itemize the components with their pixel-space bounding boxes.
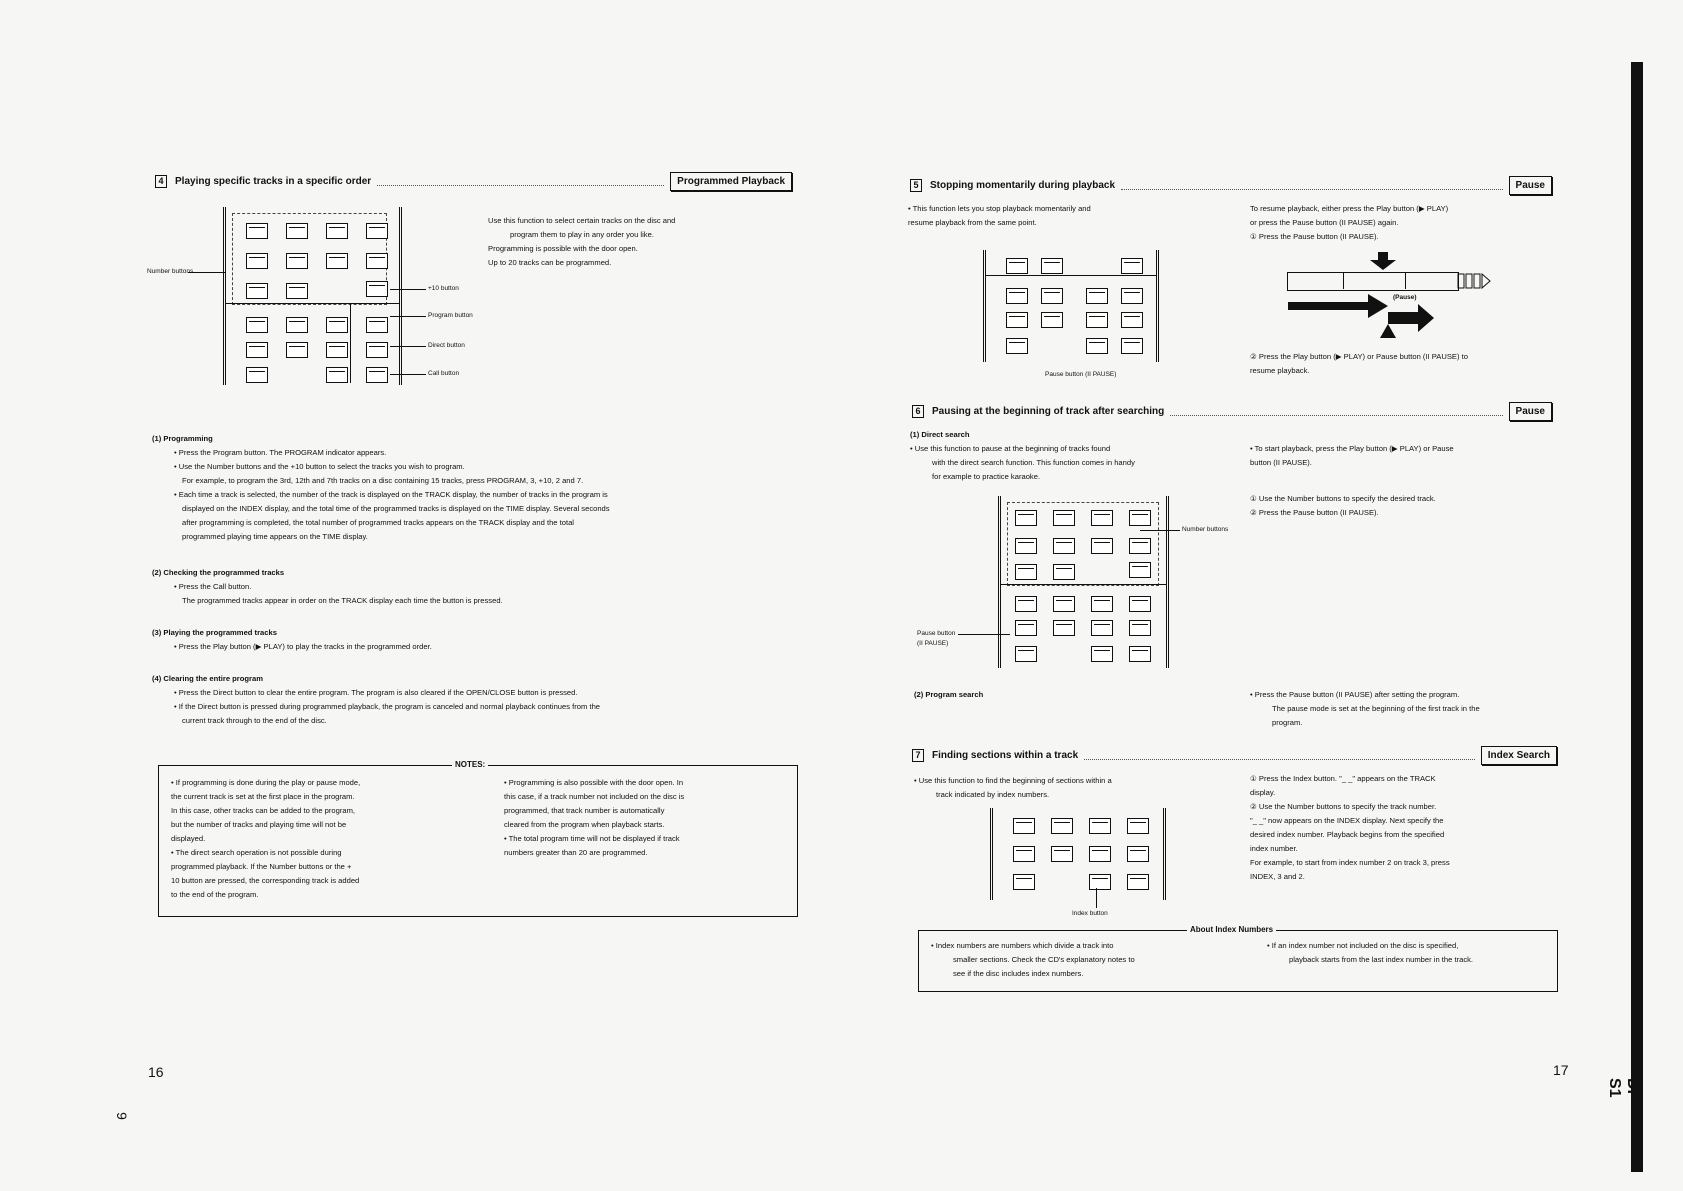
- index-button-label: Index button: [1072, 910, 1108, 917]
- pause-arrows: [1288, 250, 1508, 340]
- section5-intro: • This function lets you stop playback momentarily and resume playback from the same point.: [908, 204, 1091, 227]
- number-key: [246, 223, 268, 239]
- remote-diagram-direct: [998, 496, 1169, 668]
- section6-right: • To start playback, press the Play button (▶ PLAY) or Pause button (II PAUSE).: [1250, 444, 1454, 467]
- program-search-heading: (2) Program search: [914, 690, 984, 699]
- program-search-block: • Press the Pause button (II PAUSE) after setting the program. The pause mode is set at the beginning of the first track in the program.: [1250, 690, 1480, 727]
- section4-bullets: Use this function to select certain tracks on the disc and program them to play in any order you like. Programming is possible with the door open. Up to 20 tracks can be programmed.: [488, 216, 676, 267]
- number-key: [366, 253, 388, 269]
- notes-title: NOTES:: [452, 760, 488, 769]
- section7-steps: ① Press the Index button. "_ _" appears on the TRACK display. ② Use the Number buttons to specify the track number. "_ _" now appears on the INDEX display. Next specify the desired index number. Playback begins from the specified index number. For example, to start from index number 2 on track 3, press INDEX, 3 and 2.: [1250, 774, 1450, 881]
- number-buttons-label: Number buttons: [147, 268, 194, 275]
- pause-button-label-right2: (II PAUSE): [917, 640, 949, 647]
- pause-key: [246, 342, 268, 358]
- section6-steps: ① Use the Number buttons to specify the desired track. ② Press the Pause button (II PAUSE).: [1250, 494, 1436, 517]
- number-key: [366, 223, 388, 239]
- remote-diagram: [223, 207, 402, 385]
- prev-key: [286, 317, 308, 333]
- pause-strip-label: (Pause): [1393, 294, 1417, 301]
- forward-key: [326, 342, 348, 358]
- about-index-box: About Index Numbers • Index numbers are numbers which divide a track into smaller sections. Check the CD's explanatory notes to see if the disc includes index numbers. • If an index number not included on the disc is specified, playback starts from the last index number in the track.: [918, 930, 1558, 992]
- number-key: [286, 253, 308, 269]
- plus10-key: [366, 281, 388, 297]
- program-key: [366, 317, 388, 333]
- pause-button-label: Pause button (II PAUSE): [1045, 371, 1117, 378]
- direct-search-block: (1) Direct search • Use this function to pause at the beginning of tracks found with the direct search function. This function comes in handy for example to practice karaoke.: [910, 430, 1135, 481]
- rewind-key: [286, 342, 308, 358]
- pause-key: [1015, 620, 1037, 636]
- index-key: [326, 367, 348, 383]
- page-number-left: 16: [148, 1064, 164, 1080]
- number-key: [286, 283, 308, 299]
- clearing-block: (4) Clearing the entire program • Press the Direct button to clear the entire program. The program is also cleared if the OPEN/CLOSE button is pressed. • If the Direct button is pressed during programmed playback, the program is canceled and normal playback continues from the current track through to the end of the disc.: [152, 674, 601, 725]
- play-key: [246, 317, 268, 333]
- section7-intro: • Use this function to find the beginning of sections within a track indicated by index numbers.: [914, 776, 1112, 799]
- number-key: [246, 253, 268, 269]
- corner-mark: 9: [113, 1112, 130, 1120]
- call-key: [366, 367, 388, 383]
- direct-label: Direct button: [428, 342, 465, 349]
- about-index-title: About Index Numbers: [1187, 925, 1276, 934]
- index-key: [1089, 874, 1111, 890]
- notes-box: NOTES: • If programming is done during the play or pause mode, the current track is set at the first place in the program. In this case, other tracks can be added to the program, but the number of tracks and playing time will not be displayed. • The direct search operation is not possible during programmed playback. If the Number buttons or the + 10 button are pressed, the corresponding track is added to the end of the program. • Programming is also possible with the door open. In this case, if a track number not included on the disc is programmed, that track number is automatically cleared from the program when playback starts. • The total program time will not be displayed if track numbers greater than 20 are programmed.: [158, 765, 798, 917]
- section7-tag: Index Search: [1481, 746, 1557, 765]
- section5-resume: To resume playback, either press the Play button (▶ PLAY) or press the Pause button (II PAUSE) again. ① Press the Pause button (II PAUSE).: [1250, 204, 1449, 241]
- model-label: DP-S1: [1606, 1078, 1641, 1106]
- section-tag: Programmed Playback: [670, 172, 792, 191]
- playing-block: (3) Playing the programmed tracks • Press the Play button (▶ PLAY) to play the tracks in the programmed order.: [152, 628, 432, 651]
- section6-header: 6 Pausing at the beginning of track after searching Pause: [912, 402, 1552, 421]
- section6-tag: Pause: [1509, 402, 1552, 421]
- pause-key: [1006, 312, 1028, 328]
- remote-diagram-index: [990, 808, 1166, 900]
- direct-key: [366, 342, 388, 358]
- number-key: [286, 223, 308, 239]
- checking-block: (2) Checking the programmed tracks • Press the Call button. The programmed tracks appear in order on the TRACK display each time the button is pressed.: [152, 568, 503, 605]
- call-label: Call button: [428, 370, 460, 377]
- next-key: [326, 317, 348, 333]
- section5-tag: Pause: [1509, 176, 1552, 195]
- number-key: [246, 283, 268, 299]
- page-number-right: 17: [1553, 1062, 1569, 1078]
- section-number: 4: [155, 175, 167, 188]
- stop-key: [246, 367, 268, 383]
- section5-header: 5 Stopping momentarily during playback Pause: [910, 176, 1552, 195]
- program-label: Program button: [428, 312, 473, 319]
- section7-header: 7 Finding sections within a track Index Search: [912, 746, 1557, 765]
- number-key: [326, 253, 348, 269]
- pause-button-label-right: Pause button: [917, 630, 956, 637]
- remote-diagram-pause: [983, 250, 1159, 362]
- section-title: Playing specific tracks in a specific order: [175, 176, 372, 187]
- section4-header: [155, 172, 792, 191]
- number-key: [326, 223, 348, 239]
- side-bar: [1631, 62, 1643, 1172]
- number-buttons-label-right: Number buttons: [1182, 526, 1229, 533]
- programming-block: (1) Programming • Press the Program button. The PROGRAM indicator appears. • Use the Number buttons and the +10 button to select the tracks you wish to program. For example, to program the 3rd, 12th and 7th tracks on a disc containing 15 tracks, press PROGRAM, 3, +10, 2 and 7. • Each time a track is selected, the number of the track is displayed on the TRACK display, the number of tracks in the program is displayed on the INDEX display, and the total time of the programmed tracks is displayed on the TIME display. Several seconds after programming is completed, the total number of programmed tracks appears on the TRACK display and the total programmed playing time appears on the TIME display.: [152, 434, 610, 541]
- plus10-label: +10 button: [428, 285, 459, 292]
- section5-step2: ② Press the Play button (▶ PLAY) or Pause button (II PAUSE) to resume playback.: [1250, 352, 1468, 375]
